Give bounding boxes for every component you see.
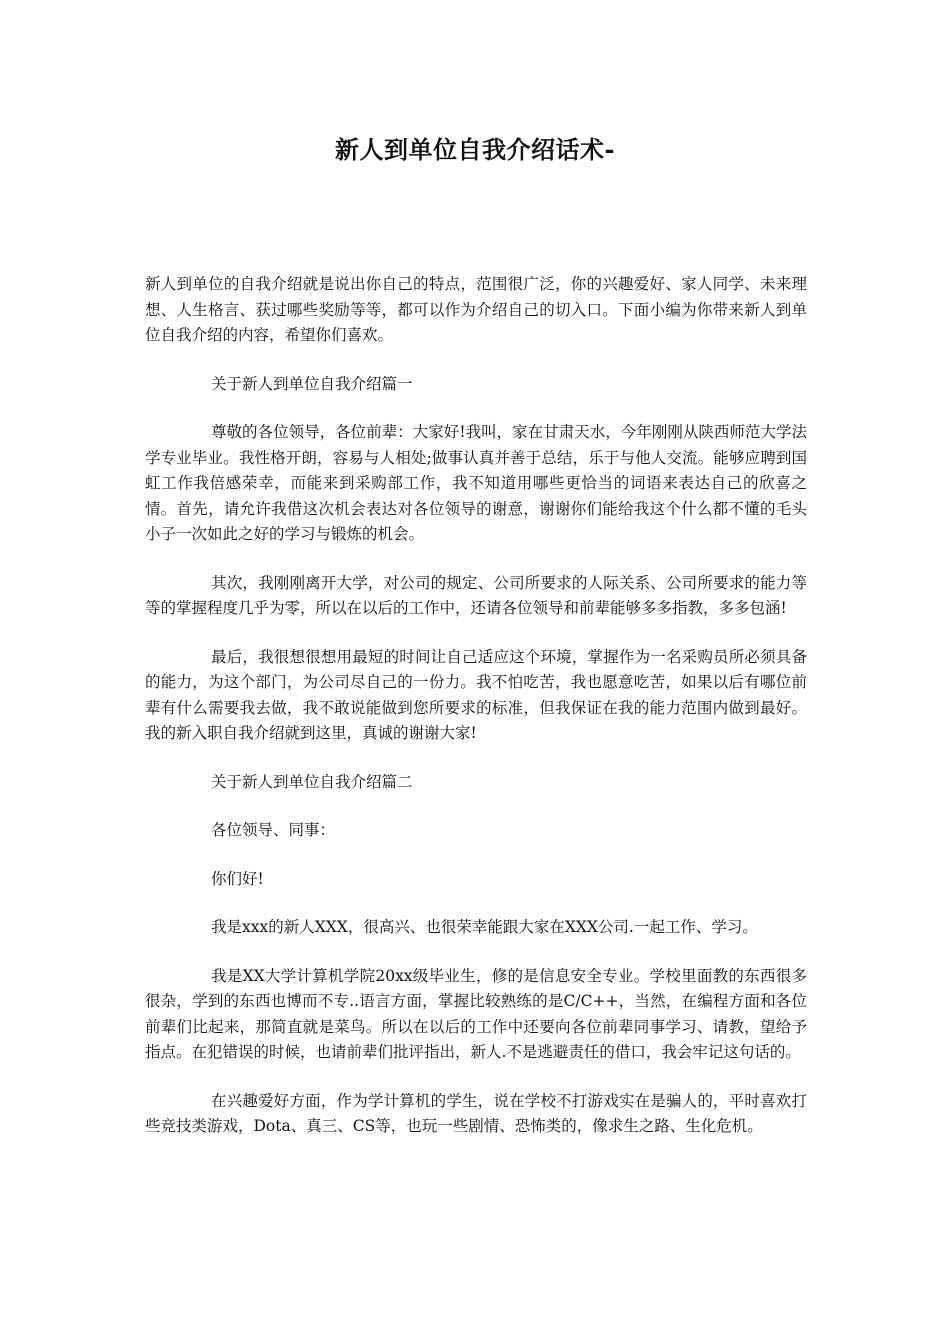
intro-paragraph: 新人到单位的自我介绍就是说出你自己的特点，范围很广泛，你的兴趣爱好、家人同学、未来理想、人生格言、获过哪些奖励等等，都可以作为介绍自己的切入口。下面小编为你带来新人到单位自我介绍的内容，希望你们喜欢。 [145, 275, 807, 344]
paragraph: 在兴趣爱好方面，作为学计算机的学生，说在学校不打游戏实在是骗人的，平时喜欢打些竞技类游戏，Dota、真三、CS等，也玩一些剧情、恐怖类的，像求生之路、生化危机。 [145, 1091, 807, 1135]
document-body [145, 272, 807, 1163]
document-title: 新人到单位自我介绍话术- [335, 135, 615, 164]
paragraph: 其次，我刚刚离开大学，对公司的规定、公司所要求的人际关系、公司所要求的能力等等的掌握程度几乎为零，所以在以后的工作中，还请各位领导和前辈能够多多指教，多多包涵! [145, 573, 807, 617]
paragraph: 尊敬的各位领导，各位前辈：大家好!我叫，家在甘肃天水，今年刚刚从陕西师范大学法学专业毕业。我性格开朗，容易与人相处;做事认真并善于总结，乐于与他人交流。能够应聘到国虹工作我倍感荣幸，而能来到采购部工作，我不知道用哪些更恰当的词语来表达自己的欣喜之情。首先，请允许我借这次机会表达对各位领导的谢意，谢谢你们能给我这个什么都不懂的毛头小子一次如此之好的学习与锻炼的机会。 [145, 423, 807, 543]
paragraph: 我是xxx的新人XXX，很高兴、也很荣幸能跟大家在XXX公司.一起工作、学习。 [211, 918, 758, 936]
paragraph: 我是XX大学计算机学院20xx级毕业生，修的是信息安全专业。学校里面教的东西很多很杂，学到的东西也博而不专..语言方面，掌握比较熟练的是C/C++，当然，在编程方面和各位前辈们比起来，那简直就是菜鸟。所以在以后的工作中还要向各位前辈同事学习、请教，望给予指点。在犯错误的时候，也请前辈们批评指出，新人.不是逃避责任的借口，我会牢记这句话的。 [145, 966, 807, 1061]
greeting-line: 你们好! [211, 869, 264, 888]
greeting-line: 各位领导、同事： [211, 821, 336, 839]
section-heading-2: 关于新人到单位自我介绍篇二 [211, 772, 413, 791]
paragraph: 最后，我很想很想用最短的时间让自己适应这个环境，掌握作为一名采购员所必须具备的能力，为这个部门，为公司尽自己的一份力。我不怕吃苦，我也愿意吃苦，如果以后有哪位前辈有什么需要我去做，我不敢说能做到您所要求的标准，但我保证在我的能力范围内做到最好。我的新入职自我介绍就到这里，真诚的谢谢大家! [145, 647, 807, 742]
section-heading-1: 关于新人到单位自我介绍篇一 [211, 374, 413, 393]
